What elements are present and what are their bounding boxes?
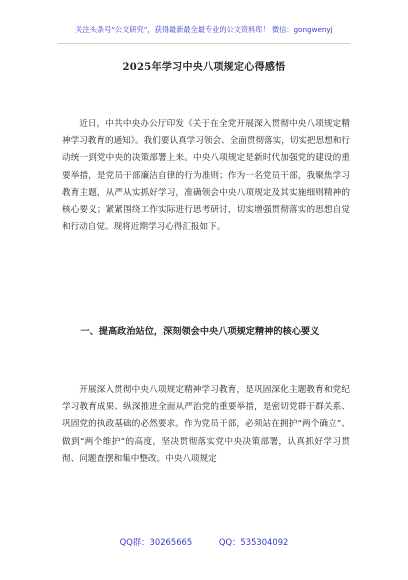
footer-contact xyxy=(0,536,408,548)
footer-qq-group: QQ群：30265665 xyxy=(119,537,193,547)
footer-qq: QQ：535304092 xyxy=(218,537,289,547)
section-heading: 一、提高政治站位，深刻领会中央八项规定精神的核心要义 xyxy=(80,326,320,337)
section-paragraph: 开展深入贯彻中央八项规定精神学习教育，是巩固深化主题教育和党纪学习教育成果、纵深推进全面从严治党的重要举措，是密切党群干群关系、巩固党的执政基础的必然要求。作为党员干部，必须站在拥护“两个确立”、做到“两个维护”的高度，坚决贯彻落实党中央决策部署，认真抓好学习贯彻、问题查摆和集中整改。中央八项规定 xyxy=(62,385,350,464)
document-title: 2025年学习中央八项规定心得感悟 xyxy=(122,62,286,73)
intro-paragraph: 近日，中共中央办公厅印发《关于在全党开展深入贯彻中央八项规定精神学习教育的通知》。我们要认真学习领会、全面贯彻落实，切实把思想和行动统一到党中央的决策部署上来。中央八项规定是新时代加强党的建设的重要举措，是党员干部廉洁自律的行为准则；作为一名党员干部，我聚焦学习教育主题，从严从实抓好学习，准确领会中央八项规定及其实施细则精神的核心要义；紧紧围绕工作实际进行思考研讨，切实增强贯彻落实的思想自觉和行动自觉。现将近期学习心得汇报如下。 xyxy=(62,119,350,233)
header-divider xyxy=(58,43,350,44)
header-banner: 关注头条号“公文研究”，获得最新最全最专业的公文资料库！ 微信：gongwenyj xyxy=(75,25,333,34)
